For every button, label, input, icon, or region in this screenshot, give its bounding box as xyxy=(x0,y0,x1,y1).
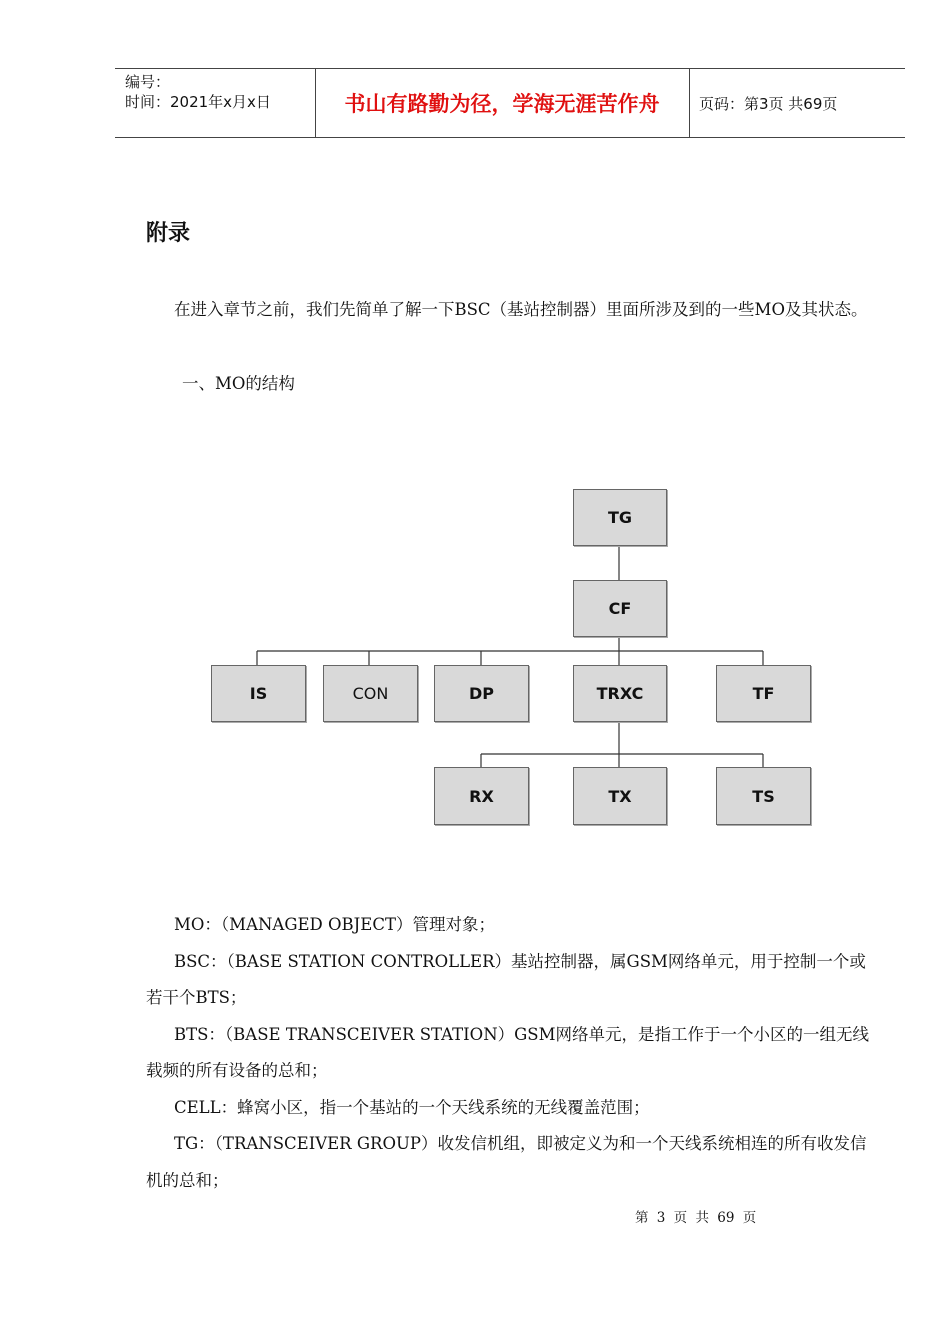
node-rx: RX xyxy=(434,767,529,825)
node-dp: DP xyxy=(434,665,529,722)
subsection-heading: 一、MO的结构 xyxy=(182,374,295,393)
definition-mo: MO：（MANAGED OBJECT）管理对象； xyxy=(174,915,495,934)
header-meta xyxy=(115,69,316,137)
page-info-text: 页码：第3页 共69页 xyxy=(699,94,838,113)
definition-tg: TG：（TRANSCEIVER GROUP）收发信机组，即被定义为和一个天线系统相连的所有收发信机的总和； xyxy=(146,1134,867,1190)
node-con: CON xyxy=(323,665,418,722)
page-header xyxy=(115,68,905,138)
intro-paragraph: 在进入章节之前，我们先简单了解一下BSC（基站控制器）里面所涉及到的一些MO及其状态。 xyxy=(174,300,868,319)
node-tg: TG xyxy=(573,489,667,546)
document-date: 时间：2021年x月x日 xyxy=(125,93,271,111)
page-footer: 第 3 页 共 69 页 xyxy=(635,1210,757,1226)
definition-bsc: BSC：（BASE STATION CONTROLLER）基站控制器，属GSM网络单元，用于控制一个或若干个BTS； xyxy=(146,951,866,1007)
definition-bts: BTS：（BASE TRANSCEIVER STATION）GSM网络单元，是指工作于一个小区的一组无线载频的所有设备的总和； xyxy=(146,1024,870,1080)
definitions-list xyxy=(146,907,878,1199)
node-trxc: TRXC xyxy=(573,665,667,722)
node-tf: TF xyxy=(716,665,811,722)
node-cf: CF xyxy=(573,580,667,637)
section-title: 附录 xyxy=(146,221,191,246)
node-tx: TX xyxy=(573,767,667,825)
node-is: IS xyxy=(211,665,306,722)
document-number-label: 编号： xyxy=(125,73,171,91)
definition-cell: CELL：蜂窝小区，指一个基站的一个天线系统的无线覆盖范围； xyxy=(174,1097,650,1117)
header-motto: 书山有路勤为径，学海无涯苦作舟 xyxy=(315,69,690,137)
node-ts: TS xyxy=(716,767,811,825)
header-page-info xyxy=(689,69,905,137)
